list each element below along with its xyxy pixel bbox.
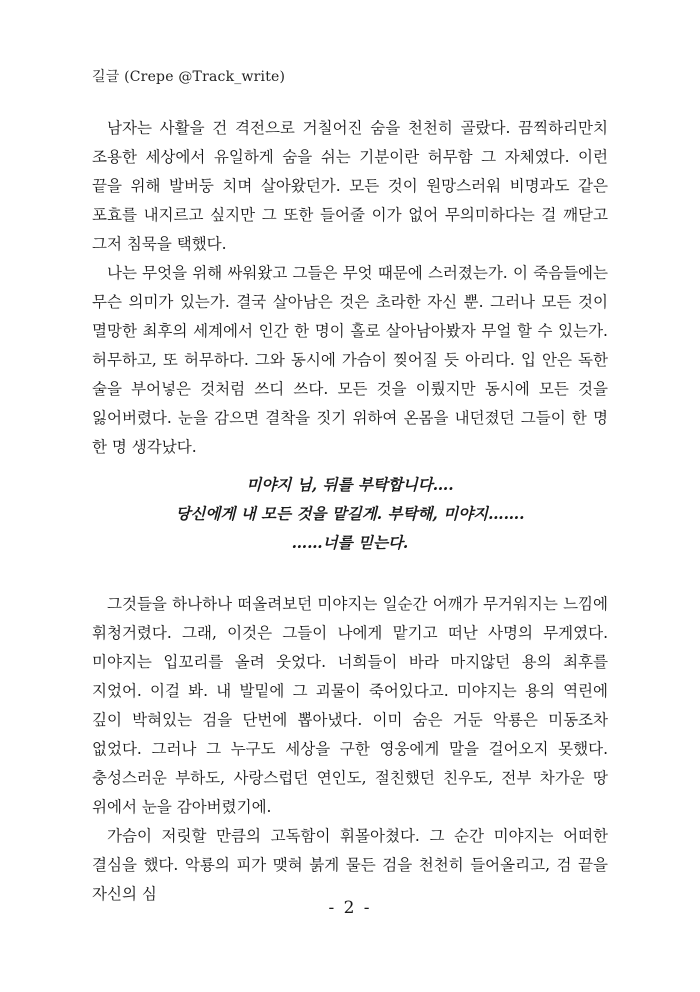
- author-header: 길글 (Crepe @Track_write): [92, 69, 286, 85]
- dialogue-quote: [92, 470, 608, 557]
- quote-line: 미야지 님, 뒤를 부탁합니다….: [246, 475, 454, 494]
- story-section-2: [92, 590, 608, 909]
- paragraph: 나는 무엇을 위해 싸워왔고 그들은 무엇 때문에 스러졌는가. 이 죽음들에는 무슨 의미가 있는가. 결국 살아남은 것은 초라한 자신 뿐. 그러나 모든 것이 멸망한 최후의 세계에서 인간 한 명이 홀로 살아남아봤자 무얼 할 수 있는가. 허무하고, 또 허무하다. 그와 동시에 가슴이 찢어질 듯 아리다. 입 안은 독한 술을 부어넣은 것처럼 쓰디 쓰다. 모든 것을 이뤘지만 동시에 모든 것을 잃어버렸다. 눈을 감으면 결착을 짓기 위하여 온몸을 내던졌던 그들이 한 명 한 명 생각났다.: [92, 264, 608, 456]
- paragraph: 남자는 사활을 건 격전으로 거칠어진 숨을 천천히 골랐다. 끔찍하리만치 조용한 세상에서 유일하게 숨을 쉬는 기분이란 허무함 그 자체였다. 이런 끝을 위해 발버둥 치며 살아왔던가. 모든 것이 원망스러워 비명과도 같은 포효를 내지르고 싶지만 그 또한 들어줄 이가 없어 무의미하다는 걸 깨닫고 그저 침묵을 택했다.: [92, 119, 608, 253]
- paragraph: 그것들을 하나하나 떠올려보던 미야지는 일순간 어깨가 무거워지는 느낌에 휘청거렸다. 그래, 이것은 그들이 나에게 맡기고 떠난 사명의 무게였다. 미야지는 입꼬리를 올려 웃었다. 너희들이 바라 마지않던 용의 최후를 지었어. 이걸 봐. 내 발밑에 그 괴물이 죽어있다고. 미야지는 용의 역린에 깊이 박혀있는 검을 단번에 뽑아냈다. 이미 숨은 거둔 악룡은 미동조차 없었다. 그러나 그 누구도 세상을 구한 영웅에게 말을 걸어오지 못했다. 충성스러운 부하도, 사랑스럽던 연인도, 절친했던 친우도, 전부 차가운 땅 위에서 눈을 감아버렸기에.: [92, 595, 608, 816]
- story-section-1: [92, 114, 608, 462]
- quote-line: 당신에게 내 모든 것을 맡길게. 부탁해, 미야지…….: [175, 504, 525, 523]
- paragraph: 가슴이 저릿할 만큼의 고독함이 휘몰아쳤다. 그 순간 미야지는 어떠한 결심을 했다. 악룡의 피가 맺혀 붉게 물든 검을 천천히 들어올리고, 검 끝을 자신의 심: [92, 827, 608, 903]
- page-number: - 2 -: [328, 898, 372, 918]
- quote-line: ……너를 믿는다.: [291, 533, 409, 552]
